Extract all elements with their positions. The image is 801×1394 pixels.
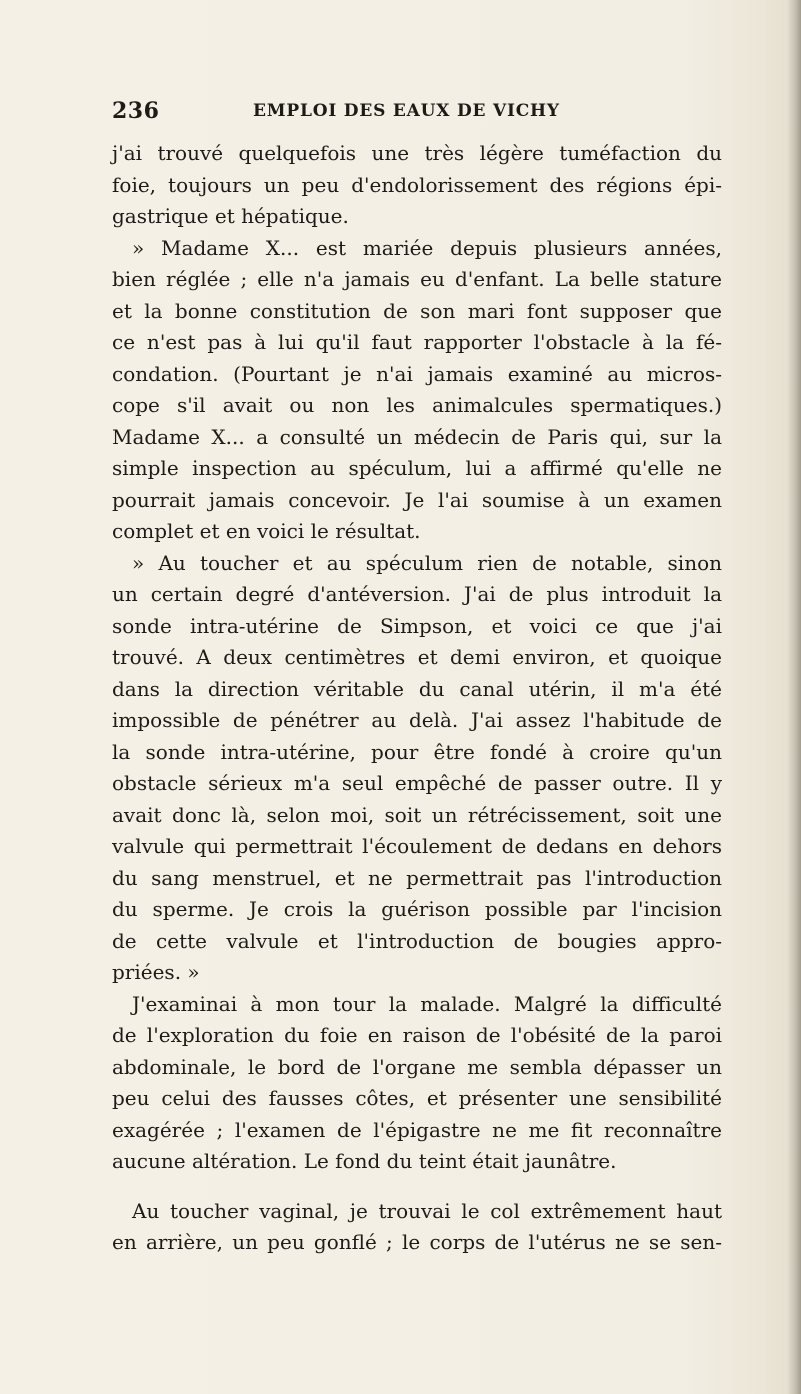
text-line: condation. (Pourtant je n'ai jamais examiné au micros- (112, 361, 722, 386)
text-line: trouvé. A deux centimètres et demi environ, et quoique (112, 645, 722, 669)
text-line: la sonde intra-utérine, pour être fondé à croire qu'un (112, 739, 722, 764)
text-line: priées. » (112, 960, 200, 984)
page-edge-shadow (787, 0, 801, 1394)
body-text (112, 138, 722, 1259)
text-line: aucune altération. Le fond du teint était jaunâtre. (112, 1149, 617, 1173)
text-line: J'examinai à mon tour la malade. Malgré la difficulté (132, 991, 722, 1016)
text-line: et la bonne constitution de son mari font supposer que (112, 298, 722, 323)
page-number: 236 (112, 98, 160, 124)
text-line: » Au toucher et au spéculum rien de notable, sinon (132, 550, 722, 575)
text-line: abdominale, le bord de l'organe me sembla dépasser un (112, 1054, 722, 1079)
running-title: EMPLOI DES EAUX DE VICHY (253, 101, 560, 121)
text-line: avait donc là, selon moi, soit un rétrécissement, soit une (112, 802, 722, 827)
text-line: valvule qui permettrait l'écoulement de dedans en dehors (112, 834, 722, 858)
text-line: sonde intra-utérine de Simpson, et voici ce que j'ai (112, 613, 722, 638)
text-line: du sang menstruel, et ne permettrait pas l'introduction (112, 865, 722, 890)
text-line: j'ai trouvé quelquefois une très légère tuméfaction du (112, 141, 722, 165)
text-line: exagérée ; l'examen de l'épigastre ne me fit reconnaître (112, 1117, 722, 1142)
text-line: de cette valvule et l'introduction de bougies appro- (112, 928, 722, 953)
running-head (112, 98, 732, 128)
text-line: ce n'est pas à lui qu'il faut rapporter l'obstacle à la fé- (112, 330, 722, 354)
text-line: du sperme. Je crois la guérison possible par l'incision (112, 897, 722, 921)
text-line: peu celui des fausses côtes, et présenter une sensibilité (112, 1086, 722, 1110)
text-line: bien réglée ; elle n'a jamais eu d'enfant. La belle stature (112, 267, 722, 291)
paragraph-gap (112, 1178, 722, 1196)
text-line: de l'exploration du foie en raison de l'obésité de la paroi (112, 1023, 722, 1047)
text-line: Madame X... a consulté un médecin de Paris qui, sur la (112, 424, 722, 449)
text-line: un certain degré d'antéversion. J'ai de plus introduit la (112, 582, 722, 606)
text-line: simple inspection au spéculum, lui a affirmé qu'elle ne (112, 456, 722, 480)
text-line: Au toucher vaginal, je trouvai le col extrêmement haut (132, 1198, 722, 1223)
text-line: » Madame X... est mariée depuis plusieurs années, (132, 235, 722, 260)
text-line: obstacle sérieux m'a seul empêché de passer outre. Il y (112, 771, 722, 795)
text-line: cope s'il avait ou non les animalcules spermatiques.) (112, 393, 722, 417)
text-line: gastrique et hépatique. (112, 204, 349, 228)
text-line: complet et en voici le résultat. (112, 519, 421, 543)
text-line: dans la direction véritable du canal utérin, il m'a été (112, 676, 722, 701)
text-line: en arrière, un peu gonflé ; le corps de l'utérus ne se sen- (112, 1230, 722, 1254)
text-line: foie, toujours un peu d'endolorissement des régions épi- (112, 172, 722, 197)
text-line: pourrait jamais concevoir. Je l'ai soumise à un examen (112, 487, 722, 512)
text-line: impossible de pénétrer au delà. J'ai assez l'habitude de (112, 708, 722, 732)
